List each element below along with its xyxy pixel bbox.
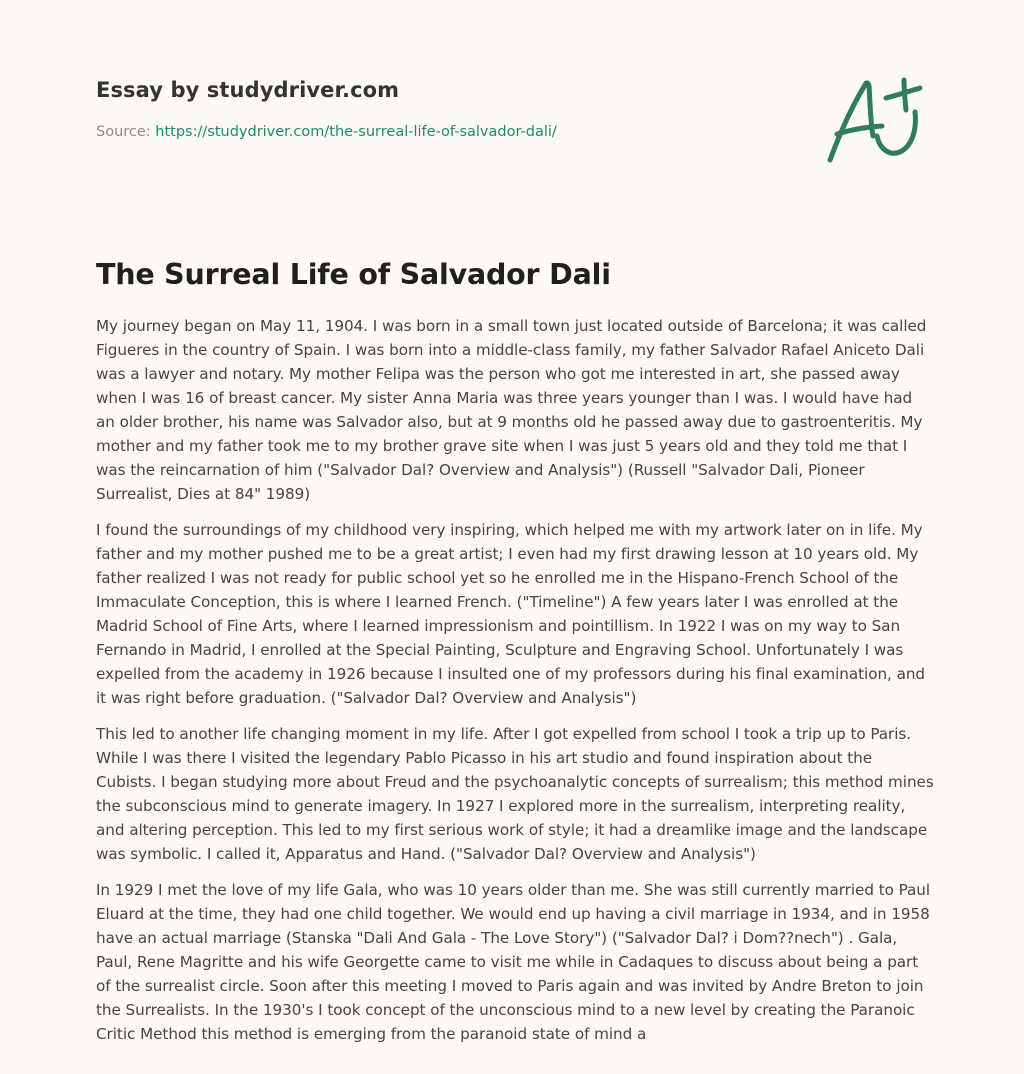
article-title: The Surreal Life of Salvador Dali xyxy=(96,258,611,291)
page-header xyxy=(96,74,796,142)
a-plus-grade-icon xyxy=(820,68,930,168)
source-link[interactable]: https://studydriver.com/the-surreal-life-of-salvador-dali/ xyxy=(155,124,557,140)
paragraph: In 1929 I met the love of my life Gala, who was 10 years older than me. She was still currently married to Paul Eluard at the time, they had one child together. We would end up having a civil marriage in 1934, and in 1958 have an actual marriage (Stanska "Dali And Gala - The Love Story") ("Salvador Dal? i Dom??nech") . Gala, Paul, Rene Magritte and his wife Georgette came to visit me while in Cadaques to discuss about being a part of the surrealist circle. Soon after this meeting I moved to Paris again and was invited by Andre Breton to join the Surrealists. In the 1930's I took concept of the unconscious mind to a new level by creating the Paranoic Critic Method this method is emerging from the paranoid state of mind a xyxy=(96,881,931,1043)
paragraph: My journey began on May 11, 1904. I was born in a small town just located outside of Barcelona; it was called Figueres in the country of Spain. I was born into a middle-class family, my father Salvador Rafael Aniceto Dali was a lawyer and notary. My mother Felipa was the person who got me interested in art, she passed away when I was 16 of breast cancer. My sister Anna Maria was three years younger than I was. I would have had an older brother, his name was Salvador also, but at 9 months old he passed away due to gastroenteritis. My mother and my father took me to my brother grave site when I was just 5 years old and they told me that I was the reincarnation of him ("Salvador Dal? Overview and Analysis") (Russell "Salvador Dali, Pioneer Surrealist, Dies at 84" 1989) xyxy=(96,317,927,503)
article-body xyxy=(96,314,934,1058)
paragraph: I found the surroundings of my childhood very inspiring, which helped me with my artwork later on in life. My father and my mother pushed me to be a great artist; I even had my first drawing lesson at 10 years old. My father realized I was not ready for public school yet so he enrolled me in the Hispano-French School of the Immaculate Conception, this is where I learned French. ("Timeline") A few years later I was enrolled at the Madrid School of Fine Arts, where I learned impressionism and pointillism. In 1922 I was on my way to San Fernando in Madrid, I enrolled at the Special Painting, Sculpture and Engraving School. Unfortunately I was expelled from the academy in 1926 because I insulted one of my professors during his final examination, and it was right before graduation. ("Salvador Dal? Overview and Analysis") xyxy=(96,521,926,707)
brand-title: Essay by studydriver.com xyxy=(96,78,400,102)
source-label: Source: xyxy=(96,124,151,140)
source-line xyxy=(96,122,796,142)
paragraph: This led to another life changing moment in my life. After I got expelled from school I took a trip up to Paris. While I was there I visited the legendary Pablo Picasso in his art studio and found inspiration about the Cubists. I began studying more about Freud and the psychoanalytic concepts of surrealism; this method mines the subconscious mind to generate imagery. In 1927 I explored more in the surrealism, interpreting reality, and altering perception. This led to my first serious work of style; it had a dreamlike image and the landscape was symbolic. I called it, Apparatus and Hand. ("Salvador Dal? Overview and Analysis") xyxy=(96,725,934,863)
